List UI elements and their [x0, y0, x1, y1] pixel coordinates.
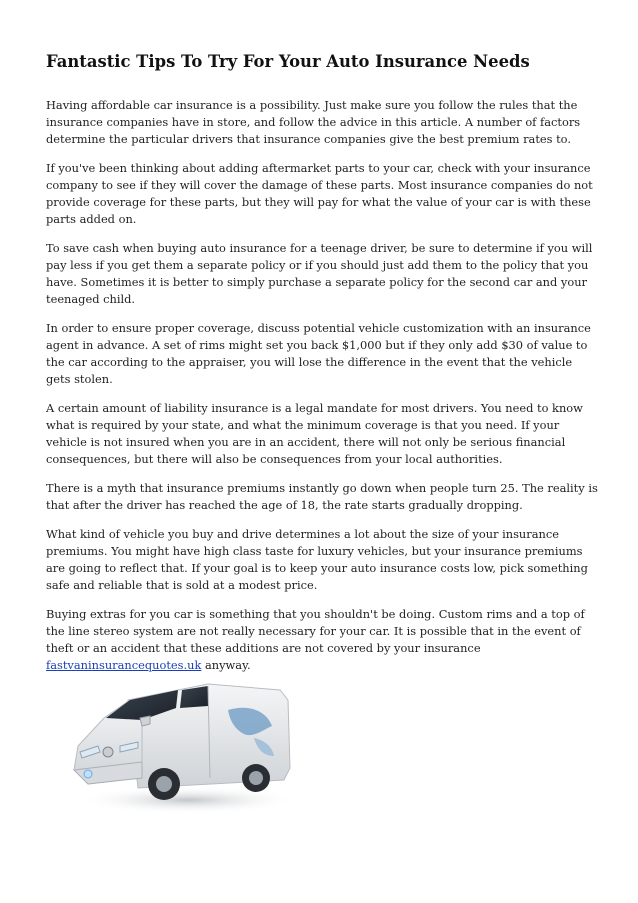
paragraph-4: In order to ensure proper coverage, discuss potential vehicle customization with an insurance agent in advance. A set of rims might set you back $1,000 but if they only add $30 of value to the car according to the appraiser, you will lose the difference in the event that the vehicle gets stolen. — [46, 321, 591, 386]
page-title: Fantastic Tips To Try For Your Auto Insurance Needs — [46, 52, 530, 71]
paragraph-2: If you've been thinking about adding aftermarket parts to your car, check with your insurance company to see if they will cover the damage of these parts. Most insurance companies do not provide coverage for these parts, but they will pay for what the value of your car is with these parts added on. — [46, 161, 593, 226]
paragraph-3: To save cash when buying auto insurance for a teenage driver, be sure to determine if you will pay less if you get them a separate policy or if you should just add them to the policy that you have. Sometimes it is better to simply purchase a separate policy for the second car and your teenaged child. — [46, 241, 593, 306]
van-photo — [58, 660, 298, 820]
document-page — [46, 0, 598, 674]
paragraph-6: There is a myth that insurance premiums instantly go down when people turn 25. The reality is that after the driver has reached the age of 18, the rate starts gradually dropping. — [46, 481, 598, 512]
paragraph-5: A certain amount of liability insurance is a legal mandate for most drivers. You need to know what is required by your state, and what the minimum coverage is that you need. If your vehicle is not insured when you are in an accident, there will not only be serious financial consequences, but there will also be consequences from your local authorities. — [46, 401, 583, 466]
insurance-quotes-link[interactable]: fastvaninsurancequotes.uk — [46, 658, 202, 672]
paragraph-8-text: Buying extras for you car is something that you shouldn't be doing. Custom rims and a top of the line stereo system are not really necessary for your car. It is possible that in the event of theft or an accident that these additions are not covered by your insurance — [46, 607, 585, 655]
paragraph-1: Having affordable car insurance is a possibility. Just make sure you follow the rules that the insurance companies have in store, and follow the advice in this article. A number of factors determine the particular drivers that insurance companies give the best premium rates to. — [46, 98, 581, 146]
paragraph-8-tail: anyway. — [201, 658, 251, 672]
van-illustration — [58, 660, 298, 820]
paragraph-7: What kind of vehicle you buy and drive determines a lot about the size of your insurance premiums. You might have high class taste for luxury vehicles, but your insurance premiums are going to reflect that. If your goal is to keep your auto insurance costs low, pick something safe and reliable that is sold at a modest price. — [46, 527, 588, 592]
